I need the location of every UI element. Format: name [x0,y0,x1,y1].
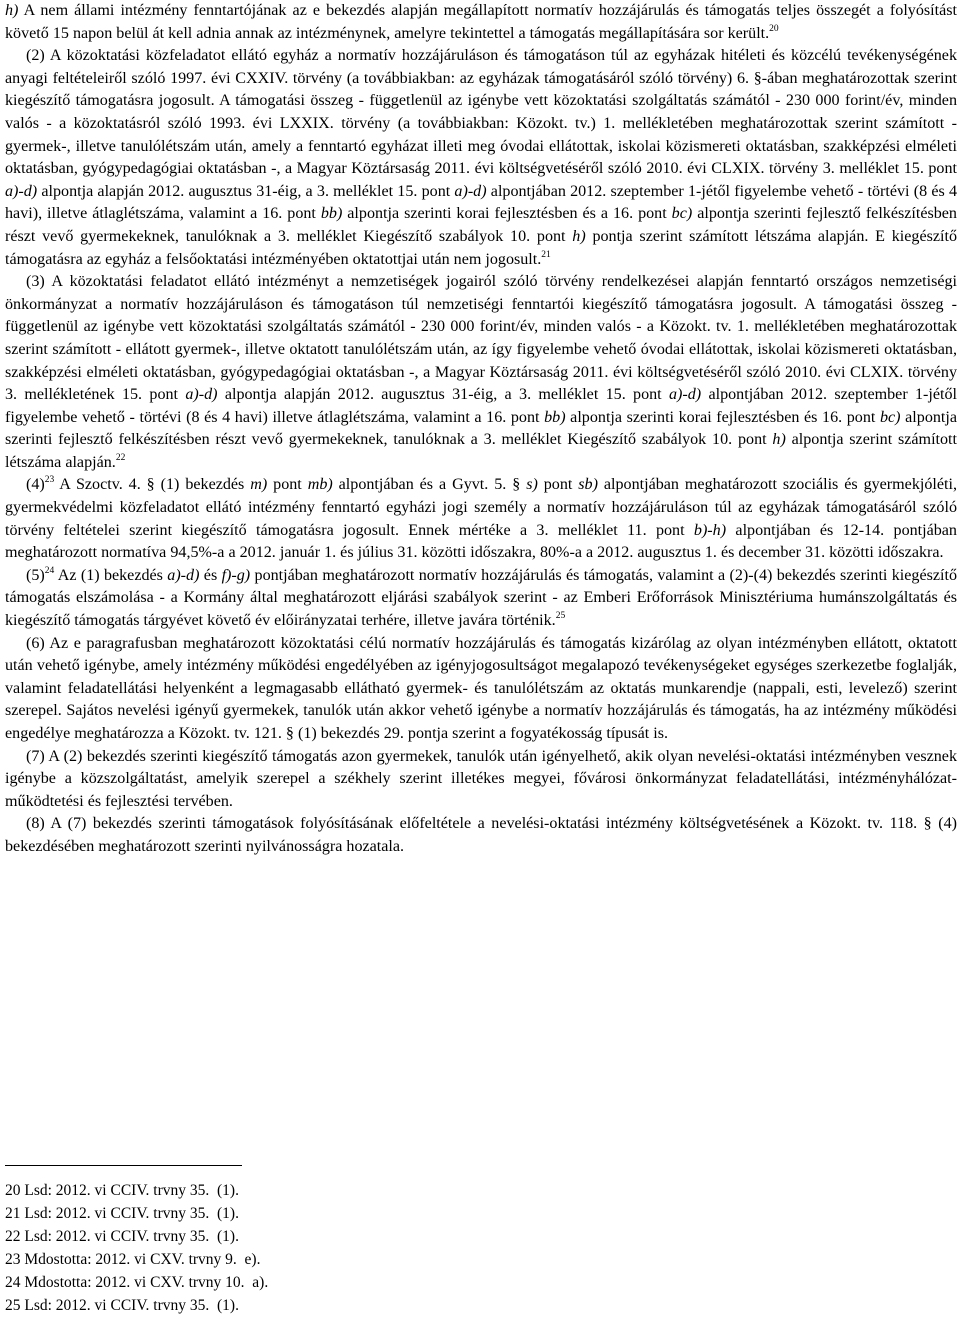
footnote-25: 25 Lsd: 2012. vi CCIV. trvny 35. (1). [5,1296,239,1314]
paragraph-8 [5,813,957,858]
text-run: és [199,566,222,584]
text-run: (8) A (7) bekezdés szerinti támogatások folyósításának előfeltétele a nevelési-oktatási intézmény költségvetésének a Közokt. tv. 118. § (4) bekezdésében meghatározott szerinti nyilvánosságra hozatala. [5,815,957,855]
footnote-ref: 25 [555,611,566,622]
text-run: alpontjában meghatározott szociális és gyermekjóléti, gyermekvédelmi közfeladatot ellátó intézmény fenntartó egyházi jogi személy a normatív hozzájáruláson túl az egyházak támogatásáról szóló törvény feltételei szerint kiegészítő támogatásra jogosult. Ennek mértéke a 3. melléklet 11. pont [5,476,957,539]
text-run: pont [267,476,308,494]
italic-text-run: s) [526,476,538,494]
text-run: (6) Az e paragrafusban meghatározott közoktatási célú normatív hozzájárulás és támogatás kizárólag az olyan intézményben ellátott, oktatott után vehető igénybe, amely intézmény működési engedélyében az igényjogosultságot megalapozó tevékenységeket egységes szerkezetbe foglalják, valamint feladatellátási helyenként a legmagasabb ellátható gyermek- és tanulólétszám az oktatás munkarendje (nappali, esti, levelező) szerint szerepel. Sajátos nevelési igényű gyermekek, tanulók után akkor vehető igénybe a normatív hozzájárulás és támogatás, ha az intézmény működési engedélye meghatározza a Közokt. tv. 121. § (1) bekezdés 29. pontja szerint a fogyatékosság típusát is. [5,634,957,742]
footnote-separator [5,1165,242,1166]
text-run: A Szoctv. 4. § (1) bekezdés [54,476,251,494]
footnotes [5,1180,605,1317]
italic-text-run: m) [250,476,268,494]
text-run: pontja szerint számított létszáma alapján. E kiegészítő támogatásra az egyház a felsőoktatási intézményében oktatottjai után nem jogosult. [5,227,957,268]
footnote-ref: 24 [44,565,55,576]
text-run: alpontjában 2012. szeptember 1-jétől figyelembe vehető - törtévi (8 és 4 havi) illetve átlaglétszáma, valamint a 16. pont [5,386,958,426]
text-run: pontjában meghatározott normatív hozzájárulás és támogatás, valamint a (2)-(4) bekezdés szerinti kiegészítő támogatás elszámolása - a Kormány által meghatározott eljárási szabályok szerint - az Emberi Erőforrások Minisztériuma humánszolgáltatás és kiegészítő támogatás tárgyévet követő év előirányzatai terhére, illetve javára történik. [5,566,957,630]
text-run: alpontjában és a Gyvt. 5. § [332,476,527,494]
paragraph-7 [5,746,957,814]
italic-text-run: a)-d) [167,566,200,584]
paragraph-5 [5,565,957,633]
text-run: alpontja szerinti fejlesztő felkészítésben részt vevő gyermekeknek, tanulóknak a 3. melléklet Kiegészítő szabályok 10. pont [5,205,957,245]
paragraph-4 [5,474,957,564]
text-run: alpontja alapján 2012. augusztus 31-éig, a 3. melléklet 15. pont [37,182,455,200]
italic-text-run: h) [772,431,786,449]
text-run: (7) A (2) bekezdés szerinti kiegészítő támogatás azon gyermekek, tanulók után igényelhető, akik olyan nevelési-oktatási intézményben vesznek igénybe a közszolgáltatást, amelyik szerepel a székhely szerint illetékes megyei, fővárosi önkormányzat feladatellátási, intézményhálózat-működtetési és fejlesztési tervében. [5,747,957,810]
paragraph-2 [5,45,957,271]
paragraph-3 [5,271,957,474]
footnote-21: 21 Lsd: 2012. vi CCIV. trvny 35. (1). [5,1204,239,1222]
text-run: pont [537,476,579,494]
footnote-ref: 20 [769,23,779,34]
italic-text-run: bb) [320,205,343,223]
italic-text-run: sb) [578,476,598,494]
paragraph-6 [5,633,957,746]
footnote-22: 22 Lsd: 2012. vi CCIV. trvny 35. (1). [5,1227,239,1245]
text-run: alpontja szerinti korai fejlesztésben és a 16. pont [342,205,672,223]
text-run: alpontjában 2012. szeptember 1-jétől figyelembe vehető - törtévi (8 és 4 havi), illetve átlaglétszáma, valamint a 16. pont [5,182,957,223]
footnote-24: 24 Mdostotta: 2012. vi CXV. trvny 10. a). [5,1273,269,1291]
italic-text-run: bb) [544,408,566,426]
text-run: alpontja szerinti korai fejlesztésben és 16. pont [565,408,880,426]
text-run: (5) [26,566,45,584]
text-run: A nem állami intézmény fenntartójának az e bekezdés alapján megállapított normatív hozzájárulás és támogatás teljes összegét a folyósítást követő 15 napon belül át kell adnia annak az intézménynek, amelyre tekintettel a támogatás megállapítására sor került. [5,2,957,42]
footnote-20: 20 Lsd: 2012. vi CCIV. trvny 35. (1). [5,1182,239,1199]
text-run: (2) A közoktatási közfeladatot ellátó egyház a normatív hozzájáruláson és támogatáson túl az egyházak hitéleti és közcélú tevékenységének anyagi feltételeiről szóló 1997. évi CXXIV. törvény (a továbbiakban: az egyházak támogatásáról szóló törvény) 6. §-ában meghatározottak szerint kiegészítő támogatásra jogosult. A támogatási összeg - függetlenül az igénybe vett közoktatási szolgáltatás számától - 230 000 forint/év, minden valós - a közoktatásról szóló 1993. évi LXXIX. törvény (a továbbiakban: Közokt. tv.) 1. mellékletében meghatározottak szerint számított - gyermek-, illetve tanulólétszám után, amely a fenntartó egyházat illeti meg óvodai ellátottak, iskolai közismereti oktatásban, szakképzési elméleti oktatásban, gyógypedagógiai oktatásban -, a Magyar Köztársaság 2011. évi költségvetéséről szóló 2010. évi CLXIX. törvény 3. melléklet 15. pont [5,47,957,178]
text-run: Az (1) bekezdés [54,566,168,584]
footnote-ref: 22 [115,452,126,463]
text-run: alpontjában és 12-14. pontjában meghatározott normatíva 94,5%-a a 2012. január 1. és július 31. közötti időszakra, 80%-a a 2012. augusztus 1. és december 31. közötti időszakra. [5,521,957,562]
italic-text-run: bc) [879,408,901,426]
text-run: (4) [26,476,45,494]
italic-text-run: a)-d) [5,182,38,200]
italic-text-run: a)-d) [454,182,487,200]
italic-text-run: a)-d) [185,386,218,404]
footnote-ref: 23 [44,475,55,486]
footnote-ref: 21 [541,249,551,260]
text-run: alpontja szerinti fejlesztő felkészítésben részt vevő gyermekeknek, tanulóknak a 3. melléklet Kiegészítő szabályok 10. pont [5,408,957,449]
italic-text-run: h) [572,227,586,245]
document-body [5,0,957,859]
italic-text-run: a)-d) [668,386,702,404]
text-run: alpontja alapján 2012. augusztus 31-éig, a 3. melléklet 15. pont [217,386,669,404]
italic-text-run: h) [5,2,19,19]
footnote-23: 23 Mdostotta: 2012. vi CXV. trvny 9. e). [5,1250,261,1268]
italic-text-run: b)-h) [693,521,727,539]
italic-text-run: mb) [307,476,333,494]
italic-text-run: f)-g) [221,566,251,584]
paragraph-h [5,0,957,45]
italic-text-run: bc) [671,205,693,223]
text-run: (3) A közoktatási feladatot ellátó intézményt a nemzetiségek jogairól szóló törvény rendelkezései alapján fenntartó országos nemzetiségi önkormányzat a normatív hozzájáruláson és támogatáson túl nemzetiségi fenntartói kiegészítő támogatásra jogosult. A támogatási összeg - függetlenül az igénybe vett közoktatási szolgáltatás számától - 230 000 forint/év, minden valós - a Közokt. tv. 1. mellékletében meghatározottak szerint számított - ellátott gyermek-, illetve oktatott tanulólétszám után, az így figyelembe vehető óvodai ellátottak, iskolai közismereti oktatásban, szakképzési elméleti oktatásban, gyógypedagógiai oktatásban -, a Magyar Köztársaság 2011. évi költségvetéséről szóló 2010. évi CLXIX. törvény 3. mellékletének 15. pont [5,273,957,404]
text-run: alpontja szerint számított létszáma alapján. [5,431,958,471]
